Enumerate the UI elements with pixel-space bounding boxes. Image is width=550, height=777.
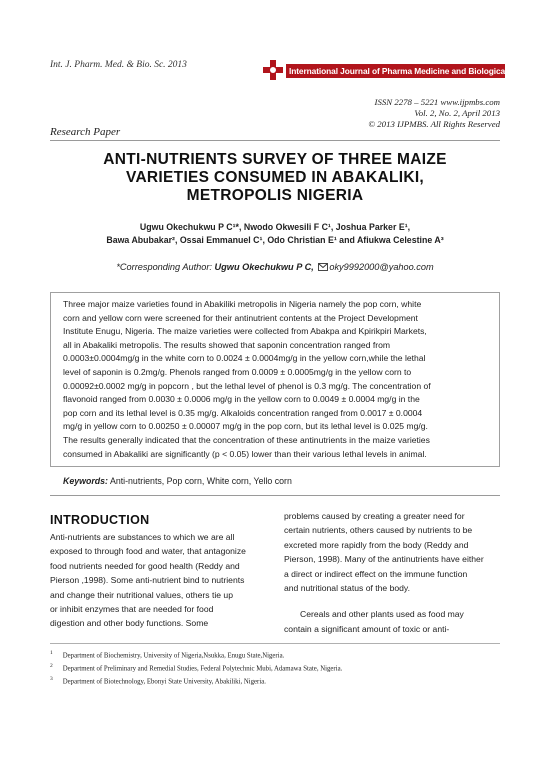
- intro-line: Anti-nutrients are substances to which we are all: [50, 532, 235, 542]
- abstract-line: all in Abakaliki metropolis. The results showed that saponin concentration ranged from: [63, 339, 391, 350]
- journal-short-title: Int. J. Pharm. Med. & Bio. Sc. 2013: [50, 60, 187, 70]
- abstract-line: Institute Enugu, Nigeria. The maize varieties were collected from Abakpa and Kpirikpiri Markets,: [63, 326, 427, 337]
- introduction-heading: INTRODUCTION: [50, 513, 150, 527]
- footnote-text: Department of Biochemistry, University of Nigeria,Nsukka, Enugu State,Nigeria.: [62, 652, 285, 660]
- intro-line: Cereals and other plants used as food may: [300, 609, 464, 620]
- footnote: [50, 663, 342, 672]
- intro-line: Pierson ,1998). Some anti-nutrient bind to nutrients: [50, 575, 245, 586]
- abstract-line: level of saponin is 0.2mg/g. Phenols ranged from 0.0009 ± 0.0005mg/g in the yellow corn to: [63, 366, 412, 377]
- footnote: [50, 650, 284, 659]
- abstract-line: Three major maize varieties found in Abakiliki metropolis in Nigeria namely the pop corn, white: [63, 299, 422, 309]
- footnote-number: 2: [50, 663, 53, 669]
- intro-line: food nutrients needed for good health (Reddy and: [50, 560, 240, 571]
- footnote: [50, 676, 266, 685]
- keywords-divider: [50, 495, 500, 496]
- corresponding-name: Ugwu Okechukwu P C,: [214, 262, 314, 272]
- intro-line: and nutritional status of the body.: [284, 583, 410, 594]
- paper-title: [50, 151, 500, 205]
- abstract-line: corn and yellow corn were screened for their antinutrient contents at the Project Development: [63, 312, 418, 323]
- volume-line: Vol. 2, No. 2, April 2013: [414, 108, 500, 118]
- footnote-divider: [50, 643, 500, 644]
- copyright-line: © 2013 IJPMBS. All Rights Reserved: [368, 119, 500, 129]
- corresponding-prefix: *Corresponding Author:: [116, 262, 215, 272]
- journal-full-title: International Journal of Pharma Medicine and Biological Sciences: [286, 64, 505, 78]
- envelope-icon: [318, 263, 328, 271]
- intro-line: contain a significant amount of toxic or anti-: [284, 623, 450, 634]
- journal-cross-icon: [262, 58, 284, 82]
- intro-line: or inhibit enzymes that are needed for food: [50, 604, 214, 615]
- keywords: [63, 476, 292, 486]
- keywords-text: Anti-nutrients, Pop corn, White corn, Yello corn: [109, 476, 292, 486]
- abstract-line: 0.0003±0.0004mg/g in the white corn to 0.0024 ± 0.0004mg/g in the yellow corn,while the lethal: [63, 353, 426, 364]
- issn-line: ISSN 2278 – 5221 www.ijpmbs.com: [374, 97, 500, 107]
- footnote-text: Department of Biotechnology, Ebonyi State University, Abakiliki, Nigeria.: [62, 678, 266, 686]
- intro-line: Pierson, 1998). Many of the antinutrients have either: [284, 554, 484, 565]
- intro-line: certain nutrients, others caused by nutrients to be: [284, 525, 473, 536]
- keywords-label: Keywords:: [63, 476, 108, 486]
- corresponding-email[interactable]: oky9992000@yahoo.com: [329, 262, 434, 272]
- title-line: VARIETIES CONSUMED IN ABAKALIKI,: [125, 169, 425, 186]
- abstract-line: flavonoid ranged from 0.0030 ± 0.0006 mg/g in the yellow corn to 0.0049 ± 0.0004 mg/g in the: [63, 394, 420, 405]
- author-line: Ugwu Okechukwu P C¹*, Nwodo Okwesili F C¹, Joshua Parker E¹,: [139, 222, 411, 232]
- intro-line: problems caused by creating a greater need for: [284, 511, 465, 521]
- footnote-number: 3: [50, 676, 53, 682]
- intro-line: excreted more rapidly from the body (Reddy and: [284, 539, 469, 550]
- abstract-line: 0.00092±0.0002 mg/g in popcorn , but the lethal level of phenol is 0.3 mg/g. The concentration of: [63, 380, 431, 391]
- intro-line: and change their nutritional values, others tie up: [50, 589, 233, 600]
- abstract-line: mg/g in yellow corn to 0.00250 ± 0.00007 mg/g in the pop corn, but its lethal level is 0.025 mg/g.: [63, 421, 428, 432]
- intro-left-column: [50, 530, 264, 631]
- author-list: [50, 221, 500, 247]
- abstract-line: pop corn and its lethal level is 0.35 mg/g. Alkaloids concentration ranged from 0.0017 ± 0.0004: [63, 407, 423, 418]
- abstract-line: consumed in Abakaliki are significantly (p < 0.05) lower than their various lethal levels in animal.: [63, 448, 427, 459]
- footnote-text: Department of Preliminary and Remedial Studies, Federal Polytechnic Mubi, Adamawa State, Nigeria.: [62, 665, 343, 673]
- abstract-line: The results generally indicated that the concentration of these antinutrients in the maize varieties: [63, 434, 430, 445]
- intro-line: digestion and other body functions. Some: [50, 618, 209, 629]
- intro-line: a direct or indirect effect on the immune function: [284, 568, 468, 579]
- title-line: METROPOLIS NIGERIA: [186, 187, 364, 204]
- corresponding-author: [50, 262, 500, 272]
- journal-logo: [262, 58, 546, 84]
- article-type: Research Paper: [50, 126, 121, 138]
- footnote-number: 1: [50, 650, 53, 656]
- intro-line: exposed to through food and water, that antagonize: [50, 546, 246, 557]
- intro-right-column: [284, 509, 498, 636]
- author-line: Bawa Abubakar², Ossai Emmanuel C¹, Odo Christian E¹ and Afiukwa Celestine A³: [106, 235, 444, 245]
- abstract-text: [63, 298, 485, 461]
- title-line: ANTI-NUTRIENTS SURVEY OF THREE MAIZE: [103, 151, 447, 168]
- header-divider: [50, 140, 500, 141]
